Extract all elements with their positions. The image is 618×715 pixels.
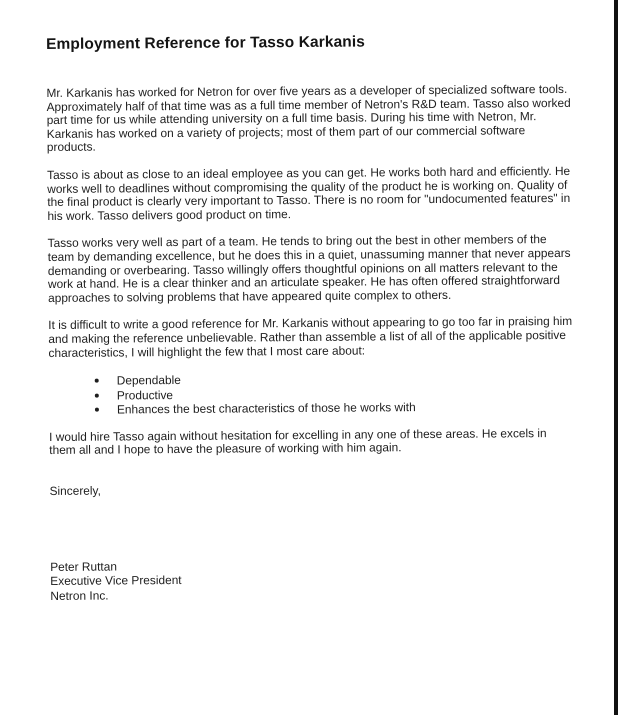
signer-company: Netron Inc. — [50, 588, 109, 603]
paragraph-highlights-intro: It is difficult to write a good reference for Mr. Karkanis without appearing to go too far in praising him and making the reference unbelievable. Rather than assemble a list of all of the applicable positive characteristics, I will highlight the few that I most care about: — [48, 314, 573, 360]
closing-salutation: Sincerely, — [49, 483, 101, 498]
paragraph-conclusion: I would hire Tasso again without hesitation for excelling in any one of these areas. He excels in them all and I hope to have the pleasure of working with him again. — [49, 425, 547, 458]
document-title: Employment Reference for Tasso Karkanis — [46, 33, 366, 53]
signer-position: Executive Vice President — [50, 573, 182, 589]
paragraph-teamwork: Tasso works very well as part of a team. He tends to bring out the best in other members of the team by demanding excellence, but he does this in a quiet, unassuming manner that never appears demanding or overbearing. Tasso willingly offers thoughtful opinions on all matters relevant to the work at hand. He is a clear thinker and an articulate speaker. He has often offered straightforward approaches to solving problems that have appeared quite complex to others. — [47, 232, 571, 305]
list-item — [95, 399, 574, 417]
signature-block — [50, 556, 575, 604]
bullet-icon — [95, 393, 99, 397]
paragraph-ideal-employee: Tasso is about as close to an ideal employee as you can get. He works both hard and efficiently. He works well to deadlines without compromising the quality of the product he is working on. Quality of the final product is clearly very important to Tasso. There is no room for "undocumented features" in his work. Tasso delivers good product on time. — [47, 163, 571, 223]
list-item-text: Enhances the best characteristics of those he works with — [116, 400, 416, 417]
list-item-text: Dependable — [116, 373, 181, 388]
characteristics-list — [49, 370, 574, 418]
paragraph-experience: Mr. Karkanis has worked for Netron for over five years as a developer of specialized software tools. Approximately half of that time was as a full time member of Netron's R&D team. Tasso also worked part time for us while attending university on a full time basis. During his time with Netron, Mr. Karkanis has worked on a variety of projects; most of them part of our commercial software products. — [46, 81, 571, 155]
bullet-icon — [95, 379, 99, 383]
bullet-icon — [95, 408, 99, 412]
signer-name: Peter Ruttan — [50, 559, 117, 574]
scan-edge-border — [614, 0, 618, 715]
list-item-text: Productive — [116, 387, 174, 403]
letter-body — [46, 83, 574, 458]
reference-letter — [46, 32, 575, 603]
